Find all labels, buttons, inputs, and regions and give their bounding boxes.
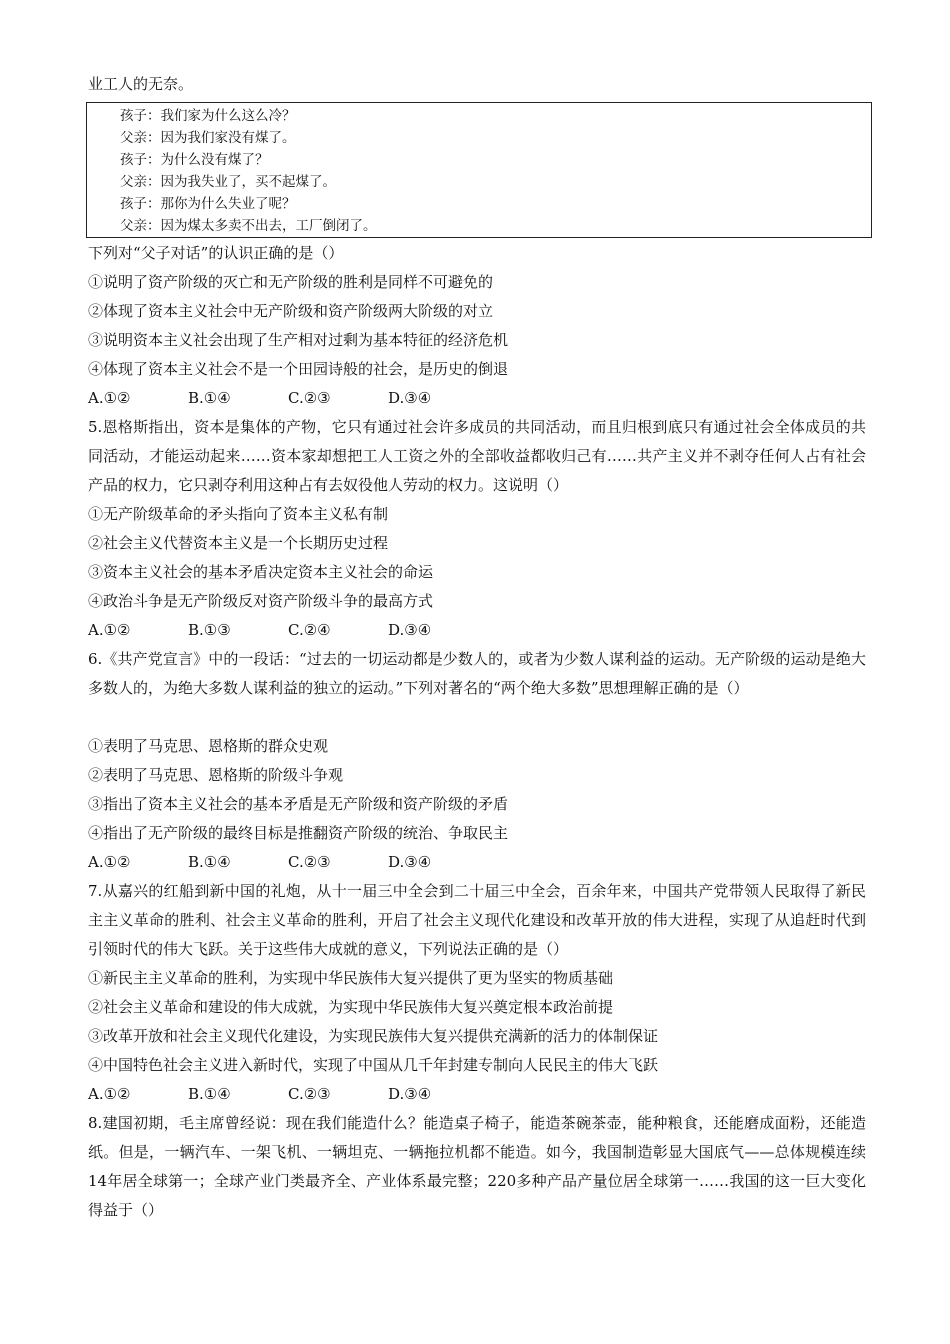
q5-item: ③资本主义社会的基本矛盾决定资本主义社会的命运 [88, 563, 434, 581]
q7-item: ①新民主主义革命的胜利，为实现中华民族伟大复兴提供了更为坚实的物质基础 [88, 969, 614, 987]
option-b: B.①④ [188, 853, 231, 871]
q6-options [88, 851, 488, 873]
dialogue-line: 孩子：我们家为什么这么冷？ [120, 108, 296, 124]
dialogue-line: 父亲：因为煤太多卖不出去，工厂倒闭了。 [120, 218, 377, 234]
option-d: D.③④ [388, 621, 432, 639]
option-c: C.②③ [288, 389, 331, 407]
q5-item: ①无产阶级革命的矛头指向了资本主义私有制 [88, 505, 389, 523]
q6-item: ④指出了无产阶级的最终目标是推翻资产阶级的统治、争取民主 [88, 824, 509, 842]
option-a: A.①② [88, 389, 131, 407]
q7-item: ③改革开放和社会主义现代化建设，为实现民族伟大复兴提供充满新的活力的体制保证 [88, 1027, 659, 1045]
q4-item: ①说明了资产阶级的灭亡和无产阶级的胜利是同样不可避免的 [88, 273, 494, 291]
dialogue-line: 孩子：那你为什么失业了呢？ [120, 196, 296, 212]
q6-item: ②表明了马克思、恩格斯的阶级斗争观 [88, 766, 344, 784]
option-b: B.①③ [188, 621, 231, 639]
q6-stem: 6.《共产党宣言》中的一段话：“过去的一切运动都是少数人的，或者为少数人谋利益的运动。无产阶级的运动是绝大多数人的，为绝大多数人谋利益的独立的运动。”下列对著名的“两个绝大多数”思想理解正确的是（） [88, 650, 866, 697]
option-c: C.②④ [288, 621, 331, 639]
q5-stem: 5.恩格斯指出，资本是集体的产物，它只有通过社会许多成员的共同活动，而且归根到底只有通过社会全体成员的共同活动，才能运动起来……资本家却想把工人工资之外的全部收益都收归己有……共产主义并不剥夺任何人占有社会产品的权力，它只剥夺利用这种占有去奴役他人劳动的权力。这说明（） [88, 418, 866, 494]
q7-options [88, 1083, 488, 1105]
q4-item: ②体现了资本主义社会中无产阶级和资产阶级两大阶级的对立 [88, 302, 494, 320]
option-c: C.②③ [288, 1085, 331, 1103]
intro-line: 业工人的无奈。 [88, 75, 194, 93]
q5-item: ④政治斗争是无产阶级反对资产阶级斗争的最高方式 [88, 592, 434, 610]
dialogue-box [86, 102, 872, 238]
q4-stem: 下列对“父子对话”的认识正确的是（） [88, 244, 344, 262]
option-b: B.①④ [188, 389, 231, 407]
q4-item: ④体现了资本主义社会不是一个田园诗般的社会，是历史的倒退 [88, 360, 509, 378]
option-a: A.①② [88, 853, 131, 871]
option-d: D.③④ [388, 1085, 432, 1103]
q7-stem: 7.从嘉兴的红船到新中国的礼炮，从十一届三中全会到二十届三中全会，百余年来，中国共产党带领人民取得了新民主主义革命的胜利、社会主义革命的胜利，开启了社会主义现代化建设和改革开放的伟大进程，实现了从追赶时代到引领时代的伟大飞跃。关于这些伟大成就的意义，下列说法正确的是（） [88, 882, 866, 958]
option-d: D.③④ [388, 853, 432, 871]
q4-item: ③说明资本主义社会出现了生产相对过剩为基本特征的经济危机 [88, 331, 509, 349]
q8-stem: 8.建国初期，毛主席曾经说：现在我们能造什么？能造桌子椅子，能造茶碗茶壶，能种粮食，还能磨成面粉，还能造纸。但是，一辆汽车、一架飞机、一辆坦克、一辆拖拉机都不能造。如今，我国制造彰显大国底气——总体规模连续14年居全球第一；全球产业门类最齐全、产业体系最完整；220多种产品产量位居全球第一……我国的这一巨大变化得益于（） [88, 1114, 866, 1219]
dialogue-line: 父亲：因为我们家没有煤了。 [120, 130, 296, 146]
dialogue-line: 父亲：因为我失业了，买不起煤了。 [120, 174, 336, 190]
q6-item: ③指出了资本主义社会的基本矛盾是无产阶级和资产阶级的矛盾 [88, 795, 509, 813]
option-c: C.②③ [288, 853, 331, 871]
option-a: A.①② [88, 1085, 131, 1103]
dialogue-line: 孩子：为什么没有煤了？ [120, 152, 269, 168]
q5-item: ②社会主义代替资本主义是一个长期历史过程 [88, 534, 389, 552]
option-d: D.③④ [388, 389, 432, 407]
q7-item: ④中国特色社会主义进入新时代，实现了中国从几千年封建专制向人民民主的伟大飞跃 [88, 1056, 659, 1074]
q5-options [88, 619, 488, 641]
option-a: A.①② [88, 621, 131, 639]
q7-item: ②社会主义革命和建设的伟大成就，为实现中华民族伟大复兴奠定根本政治前提 [88, 998, 614, 1016]
q6-item: ①表明了马克思、恩格斯的群众史观 [88, 737, 329, 755]
q4-options [88, 387, 488, 409]
option-b: B.①④ [188, 1085, 231, 1103]
